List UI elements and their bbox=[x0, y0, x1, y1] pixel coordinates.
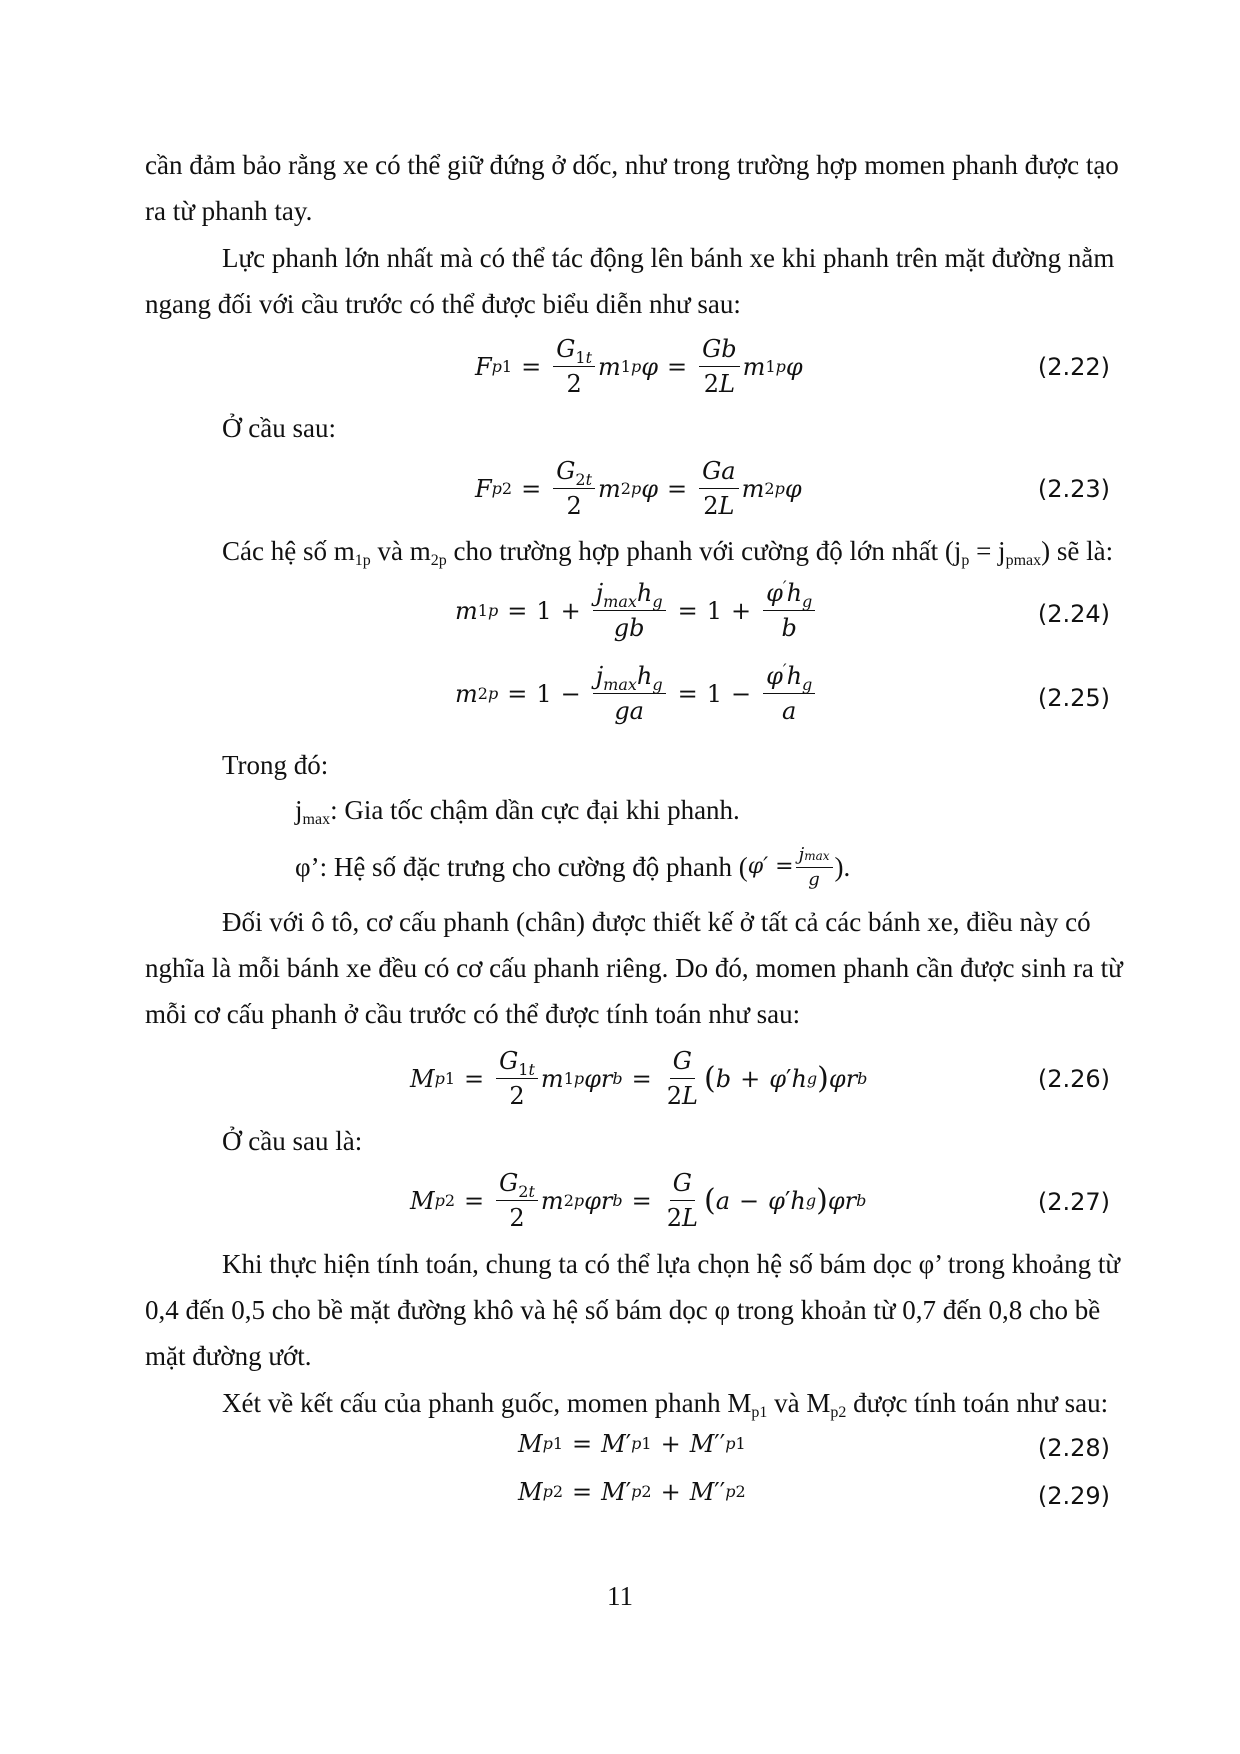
text-span: cho trường hợp phanh với cường độ lớn nhất (j bbox=[446, 536, 962, 566]
paragraph-line: Khi thực hiện tính toán, chung ta có thể lựa chọn hệ số bám dọc φ’ trong khoảng từ bbox=[222, 1249, 1121, 1279]
inline-formula-phi: φ′ = bbox=[747, 854, 794, 880]
page-number: 11 bbox=[607, 1581, 633, 1611]
paragraph-line: nghĩa là mỗi bánh xe đều có cơ cấu phanh riêng. Do đó, momen phanh cần được sinh ra từ bbox=[145, 953, 1123, 983]
paragraph-line: ra từ phanh tay. bbox=[145, 196, 313, 226]
equation-2-23: F p 2 = $\frac{G_{2t}}{2}$ m 2 p φ = $\frac{Ga}{2L}$ m 2 p φ bbox=[475, 457, 802, 521]
text-subscript: p bbox=[961, 552, 970, 569]
equation-number: (2.23) bbox=[1037, 475, 1110, 503]
equation-number: (2.28) bbox=[1037, 1434, 1110, 1462]
definition-jmax bbox=[295, 797, 740, 828]
text-span: : Gia tốc chậm dần cực đại khi phanh. bbox=[330, 795, 740, 825]
equation-number: (2.29) bbox=[1037, 1482, 1110, 1510]
text-subscript: 1p bbox=[354, 552, 371, 569]
text-span: = j bbox=[969, 536, 1006, 566]
equation-number: (2.25) bbox=[1037, 684, 1110, 712]
equation-number: (2.27) bbox=[1037, 1188, 1110, 1216]
paragraph-line: ngang đối với cầu trước có thể được biểu diễn như sau: bbox=[145, 289, 741, 319]
paragraph-line: Ở cầu sau là: bbox=[222, 1126, 363, 1156]
equation-number: (2.26) bbox=[1037, 1065, 1110, 1093]
equation-2-27: M p 2 = $\frac{G_{2t}}{2}$ m 2 p φr b = $\frac{G}{2L}$ ( a − φ ′ h g ) φr b bbox=[410, 1169, 867, 1233]
equation-2-25: m 2 p = 1 − $\frac{j_{max}h_g}{ga}$ = 1 − $\frac{\varphi'h_g}{a}$ bbox=[455, 663, 818, 725]
equation-number: (2.22) bbox=[1037, 353, 1110, 381]
equation-2-26: M p 1 = $\frac{G_{1t}}{2}$ m 1 p φr b = $\frac{G}{2L}$ ( b + φ ′ h g ) φr b bbox=[410, 1047, 868, 1111]
text-subscript: p1 bbox=[751, 1404, 768, 1421]
equation-2-22: F p 1 = $\frac{G_{1t}}{2}$ m 1 p φ = $\frac{Gb}{2L}$ m 1 p φ bbox=[475, 335, 803, 399]
text-span: được tính toán như sau: bbox=[846, 1388, 1109, 1418]
text-span: Xét về kết cấu của phanh guốc, momen phanh M bbox=[222, 1388, 752, 1418]
paragraph-line: mặt đường ướt. bbox=[145, 1341, 312, 1371]
paragraph-line: mỗi cơ cấu phanh ở cầu trước có thể được tính toán như sau: bbox=[145, 999, 801, 1029]
definition-phi bbox=[295, 845, 850, 890]
equation-number: (2.24) bbox=[1037, 600, 1110, 628]
text-span: ) sẽ là: bbox=[1041, 536, 1114, 566]
equation-2-24: m 1 p = 1 + $\frac{j_{max}h_g}{gb}$ = 1 + $\frac{\varphi'h_g}{b}$ bbox=[455, 580, 818, 642]
text-subscript: pmax bbox=[1005, 552, 1042, 569]
paragraph-line bbox=[222, 538, 1113, 569]
text-span: và m bbox=[370, 536, 431, 566]
paragraph-line bbox=[222, 1390, 1108, 1421]
paragraph-line: Trong đó: bbox=[222, 750, 329, 780]
paragraph-line: Lực phanh lớn nhất mà có thể tác động lên bánh xe khi phanh trên mặt đường nằm bbox=[222, 243, 1115, 273]
paragraph-line: Đối với ô tô, cơ cấu phanh (chân) được thiết kế ở tất cả các bánh xe, điều này có bbox=[222, 907, 1091, 937]
paragraph-line: 0,4 đến 0,5 cho bề mặt đường khô và hệ số bám dọc φ trong khoản từ 0,7 đến 0,8 cho bề bbox=[145, 1295, 1101, 1325]
inline-fraction: $\frac{jmax}{g}$ bbox=[796, 845, 833, 890]
text-span: và M bbox=[767, 1388, 831, 1418]
equation-2-28: M p 1 = M ′ p 1 + M ′′ p 1 bbox=[518, 1430, 746, 1458]
text-subscript: p2 bbox=[830, 1404, 847, 1421]
equation-2-29: M p 2 = M ′ p 2 + M ′′ p 2 bbox=[518, 1478, 746, 1506]
text-span: ). bbox=[834, 851, 851, 882]
text-span: j bbox=[295, 795, 303, 825]
text-span: φ’: Hệ số đặc trưng cho cường độ phanh ( bbox=[295, 851, 748, 882]
paragraph-line: Ở cầu sau: bbox=[222, 413, 336, 443]
text-subscript: 2p bbox=[430, 552, 447, 569]
text-subscript: max bbox=[302, 811, 331, 828]
paragraph-line: cần đảm bảo rằng xe có thể giữ đứng ở dốc, như trong trường hợp momen phanh được tạo bbox=[145, 150, 1119, 180]
text-span: Các hệ số m bbox=[222, 536, 355, 566]
